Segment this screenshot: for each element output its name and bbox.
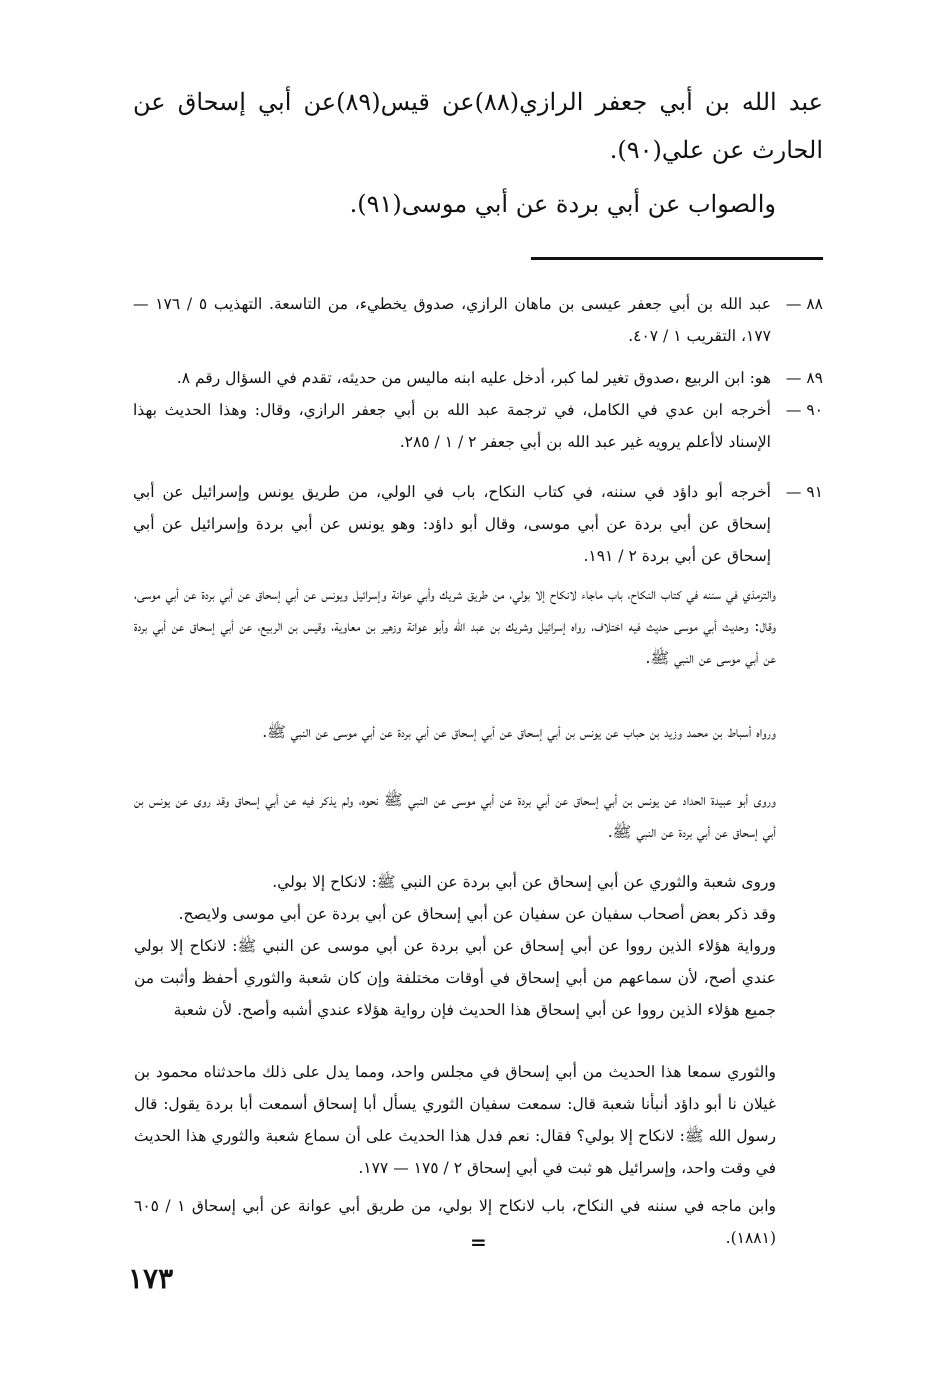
footnote-text: أخرجه ابن عدي في الكامل، في ترجمة عبد الله بن أبي جعفر الرازي، وقال: وهذا الحديث بهذا الإسناد لاأعلم يرويه غير عبد الله بن أبي جعفر ٢ / ١ / ٢٨٥. xyxy=(133,401,771,451)
main-text-block-2 xyxy=(86,180,776,228)
footnote-88 xyxy=(133,288,823,352)
footnote-number: ٩٠ — xyxy=(785,401,823,419)
footnote-paragraph: ورواه أسباط بن محمد وزيد بن حباب عن يونس بن أبي إسحاق عن أبي إسحاق عن أبي بردة عن أبي موسى عن النبي ﷺ. xyxy=(262,723,776,741)
footnote-paragraph: ورواية هؤلاء الذين رووا عن أبي إسحاق عن أبي بردة عن أبي موسى عن النبي ﷺ: لانكاح إلا بولي عندي أصح، لأن سماعهم من أبي إسحاق في أوقات مختلفة وإن كان شعبة والثوري أحفظ وأثبت من جميع هؤلاء الذين رووا عن أبي إسحاق هذا الحديث فإن رواية هؤلاء عندي أشبه وأصح. لأن شعبة xyxy=(134,937,776,1019)
footnote-paragraph: وروى أبو عبيدة الحداد عن يونس بن أبي إسحاق عن أبي بردة عن أبي موسى عن النبي ﷺ نحوه، ولم يذكر فيه عن أبي إسحاق وقد روى عن يونس بن أبي إسحاق عن أبي بردة عن النبي ﷺ. xyxy=(134,791,776,841)
footnote-number: ٩١ — xyxy=(785,483,823,501)
footnote-text: أخرجه أبو داؤد في سننه، في كتاب النكاح، باب في الولي، من طريق يونس وإسرائيل عن أبي إسحاق عن أبي بردة عن أبي موسى، وقال أبو داؤد: وهو يونس عن أبي بردة وإسرائيل عن أبي إسحاق عن أبي بردة ٢ / ١٩١. xyxy=(133,483,771,565)
footnote-number: ٨٩ — xyxy=(785,369,823,387)
footnote-paragraph: وابن ماجه في سننه في النكاح، باب لانكاح إلا بولي، من طريق أبي عوانة عن أبي إسحاق ١ / ٦٠٥ (١٨٨١). xyxy=(134,1197,776,1247)
footnote-paragraph: والترمذي في سننه في كتاب النكاح، باب ماجاء لانكاح إلا بولي، من طريق شريك وأبي عوانة وإسرائيل ويونس عن أبي إسحاق عن أبي بردة عن أبي موسى، وقال: وحديث أبي موسى حديث فيه اختلاف، رواه إسرائيل وشريك بن عبد الله وأبو عوانة وزهير بن معاوية، وقيس بن الربيع، عن أبي إسحاق عن أبي بردة عن أبي موسى عن النبي ﷺ. xyxy=(134,585,776,667)
main-text-line: والصواب عن أبي بردة عن أبي موسى(٩١). xyxy=(349,190,776,218)
footnote-number: ٨٨ — xyxy=(785,295,823,313)
footnote-paragraph: وروى شعبة والثوري عن أبي إسحاق عن أبي بردة عن النبي ﷺ: لانكاح إلا بولي. xyxy=(272,873,776,891)
footnote-paragraph: والثوري سمعا هذا الحديث من أبي إسحاق في مجلس واحد، ومما يدل على ذلك ماحدثناه محمود بن غيلان نا أبو داؤد أنبأنا شعبة قال: سمعت سفيان الثوري يسأل أبا إسحاق أسمعت أبا بردة يقول: قال رسول الله ﷺ: لانكاح إلا بولي؟ فقال: نعم فدل هذا الحديث على أن سماع شعبة والثوري هذا الحديث في وقت واحد، وإسرائيل هو ثبت في أبي إسحاق ٢ / ١٧٥ — ١٧٧. xyxy=(134,1063,776,1177)
footnote-paragraph: وقد ذكر بعض أصحاب سفيان عن سفيان عن أبي إسحاق عن أبي بردة عن أبي موسى ولايصح. xyxy=(178,905,776,923)
main-text-line: عبد الله بن أبي جعفر الرازي(٨٨)عن قيس(٨٩)عن أبي إسحاق عن الحارث عن علي(٩٠). xyxy=(133,88,823,164)
footnote-89 xyxy=(133,362,823,394)
continuation-mark: = xyxy=(470,1230,487,1254)
footnote-separator xyxy=(531,257,823,260)
page-number: ١٧٣ xyxy=(128,1262,174,1295)
footnote-90 xyxy=(133,394,823,458)
footnote-91 xyxy=(133,476,823,572)
footnote-text: هو: ابن الربيع ،صدوق تغير لما كبر، أدخل عليه ابنه ماليس من حديثه، تقدم في السؤال رقم ٨. xyxy=(176,369,771,387)
footnote-text: عبد الله بن أبي جعفر عيسى بن ماهان الرازي، صدوق يخطيء، من التاسعة. التهذيب ٥ / ١٧٦ — ١٧٧، التقريب ١ / ٤٠٧. xyxy=(133,295,771,345)
main-text-block xyxy=(133,78,823,174)
